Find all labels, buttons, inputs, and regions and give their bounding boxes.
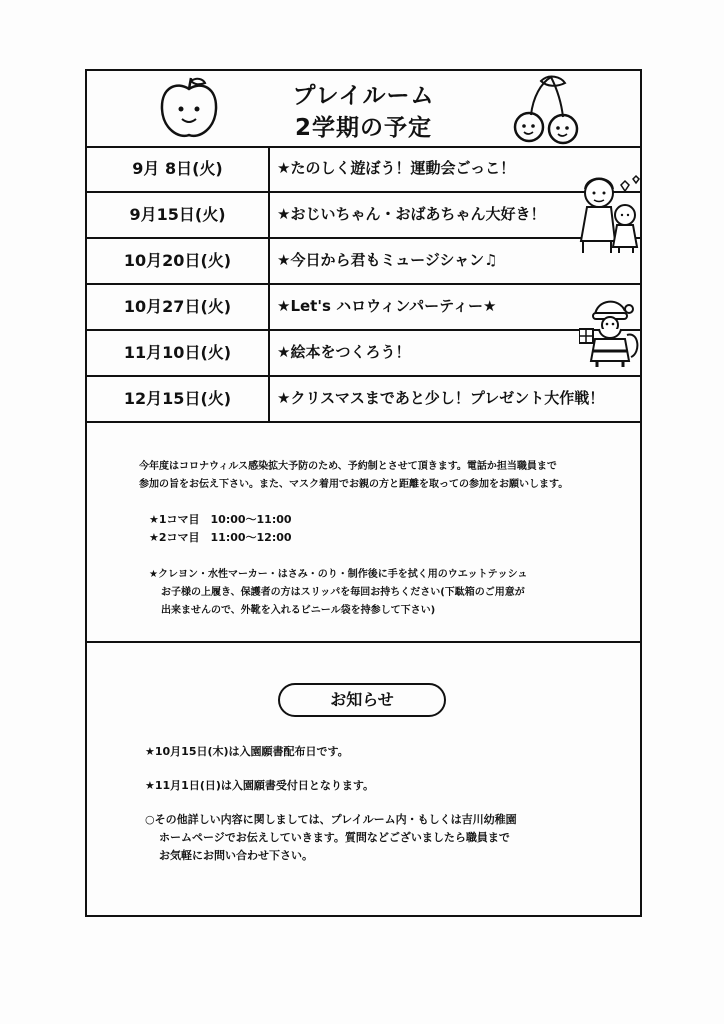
schedule-event: ★おじいちゃん・おばあちゃん大好き！: [277, 205, 546, 223]
schedule-event: ★絵本をつくろう！: [277, 343, 411, 361]
schedule-event: ★たのしく遊ぼう！運動会ごっこ！: [277, 159, 516, 177]
schedule-date: 11月10日(火): [87, 330, 270, 375]
notice-item: お気軽にお問い合わせ下さい。: [159, 849, 313, 862]
schedule-row: [87, 330, 640, 377]
session-time: ★2コマ目 11:00～12:00: [149, 531, 292, 544]
cherries-icon: [511, 73, 583, 145]
info-intro-line: 今年度はコロナウィルス感染拡大予防のため、予約制とさせて頂きます。電話か担当職員まで: [139, 461, 557, 472]
schedule-row: [87, 192, 640, 239]
notice-item: ★10月15日(木)は入園願書配布日です。: [145, 745, 349, 758]
schedule-date: 9月 8日(火): [87, 146, 270, 191]
schedule-date: 10月27日(火): [87, 284, 270, 329]
grandparents-illustration-icon: [575, 171, 645, 255]
schedule-row: [87, 376, 640, 423]
notice-section: [87, 643, 640, 915]
info-intro-line: 参加の旨をお伝え下さい。また、マスク着用でお親の方と距離を取っての参加をお願いします。: [139, 479, 569, 490]
notice-heading: お知らせ: [278, 683, 446, 717]
session-time: ★1コマ目 10:00～11:00: [149, 513, 292, 526]
schedule-row: [87, 284, 640, 331]
schedule-row: [87, 146, 640, 193]
info-section: [87, 419, 640, 643]
schedule-date: 12月15日(火): [87, 376, 270, 421]
schedule-sheet: [85, 69, 642, 917]
schedule-event: ★Let's ハロウィンパーティー★: [277, 297, 497, 315]
title-line-2: 2学期の予定: [294, 115, 432, 141]
items-line: お子様の上履き、保護者の方はスリッパを毎回お持ちください(下駄箱のご用意が: [161, 587, 525, 598]
title-line-1: プレイルーム: [292, 83, 435, 109]
notice-item: ○その他詳しい内容に関しましては、プレイルーム内・もしくは吉川幼稚園: [145, 813, 517, 826]
items-line: 出来ませんので、外靴を入れるビニール袋を持参して下さい): [161, 605, 436, 616]
notice-item: ★11月1日(日)は入園願書受付日となります。: [145, 779, 374, 792]
notice-item: ホームページでお伝えしていきます。質問などございましたら職員まで: [159, 831, 510, 844]
santa-illustration-icon: [579, 295, 641, 367]
header: [87, 71, 640, 148]
schedule-date: 9月15日(火): [87, 192, 270, 237]
schedule-row: [87, 238, 640, 285]
schedule-event: ★今日から君もミュージシャン♫: [277, 251, 498, 269]
schedule-event: ★クリスマスまであと少し！プレゼント大作戦！: [277, 389, 605, 407]
schedule-date: 10月20日(火): [87, 238, 270, 283]
items-line: ★クレヨン・水性マーカー・はさみ・のり・制作後に手を拭く用のウエットテッシュ: [149, 569, 528, 580]
